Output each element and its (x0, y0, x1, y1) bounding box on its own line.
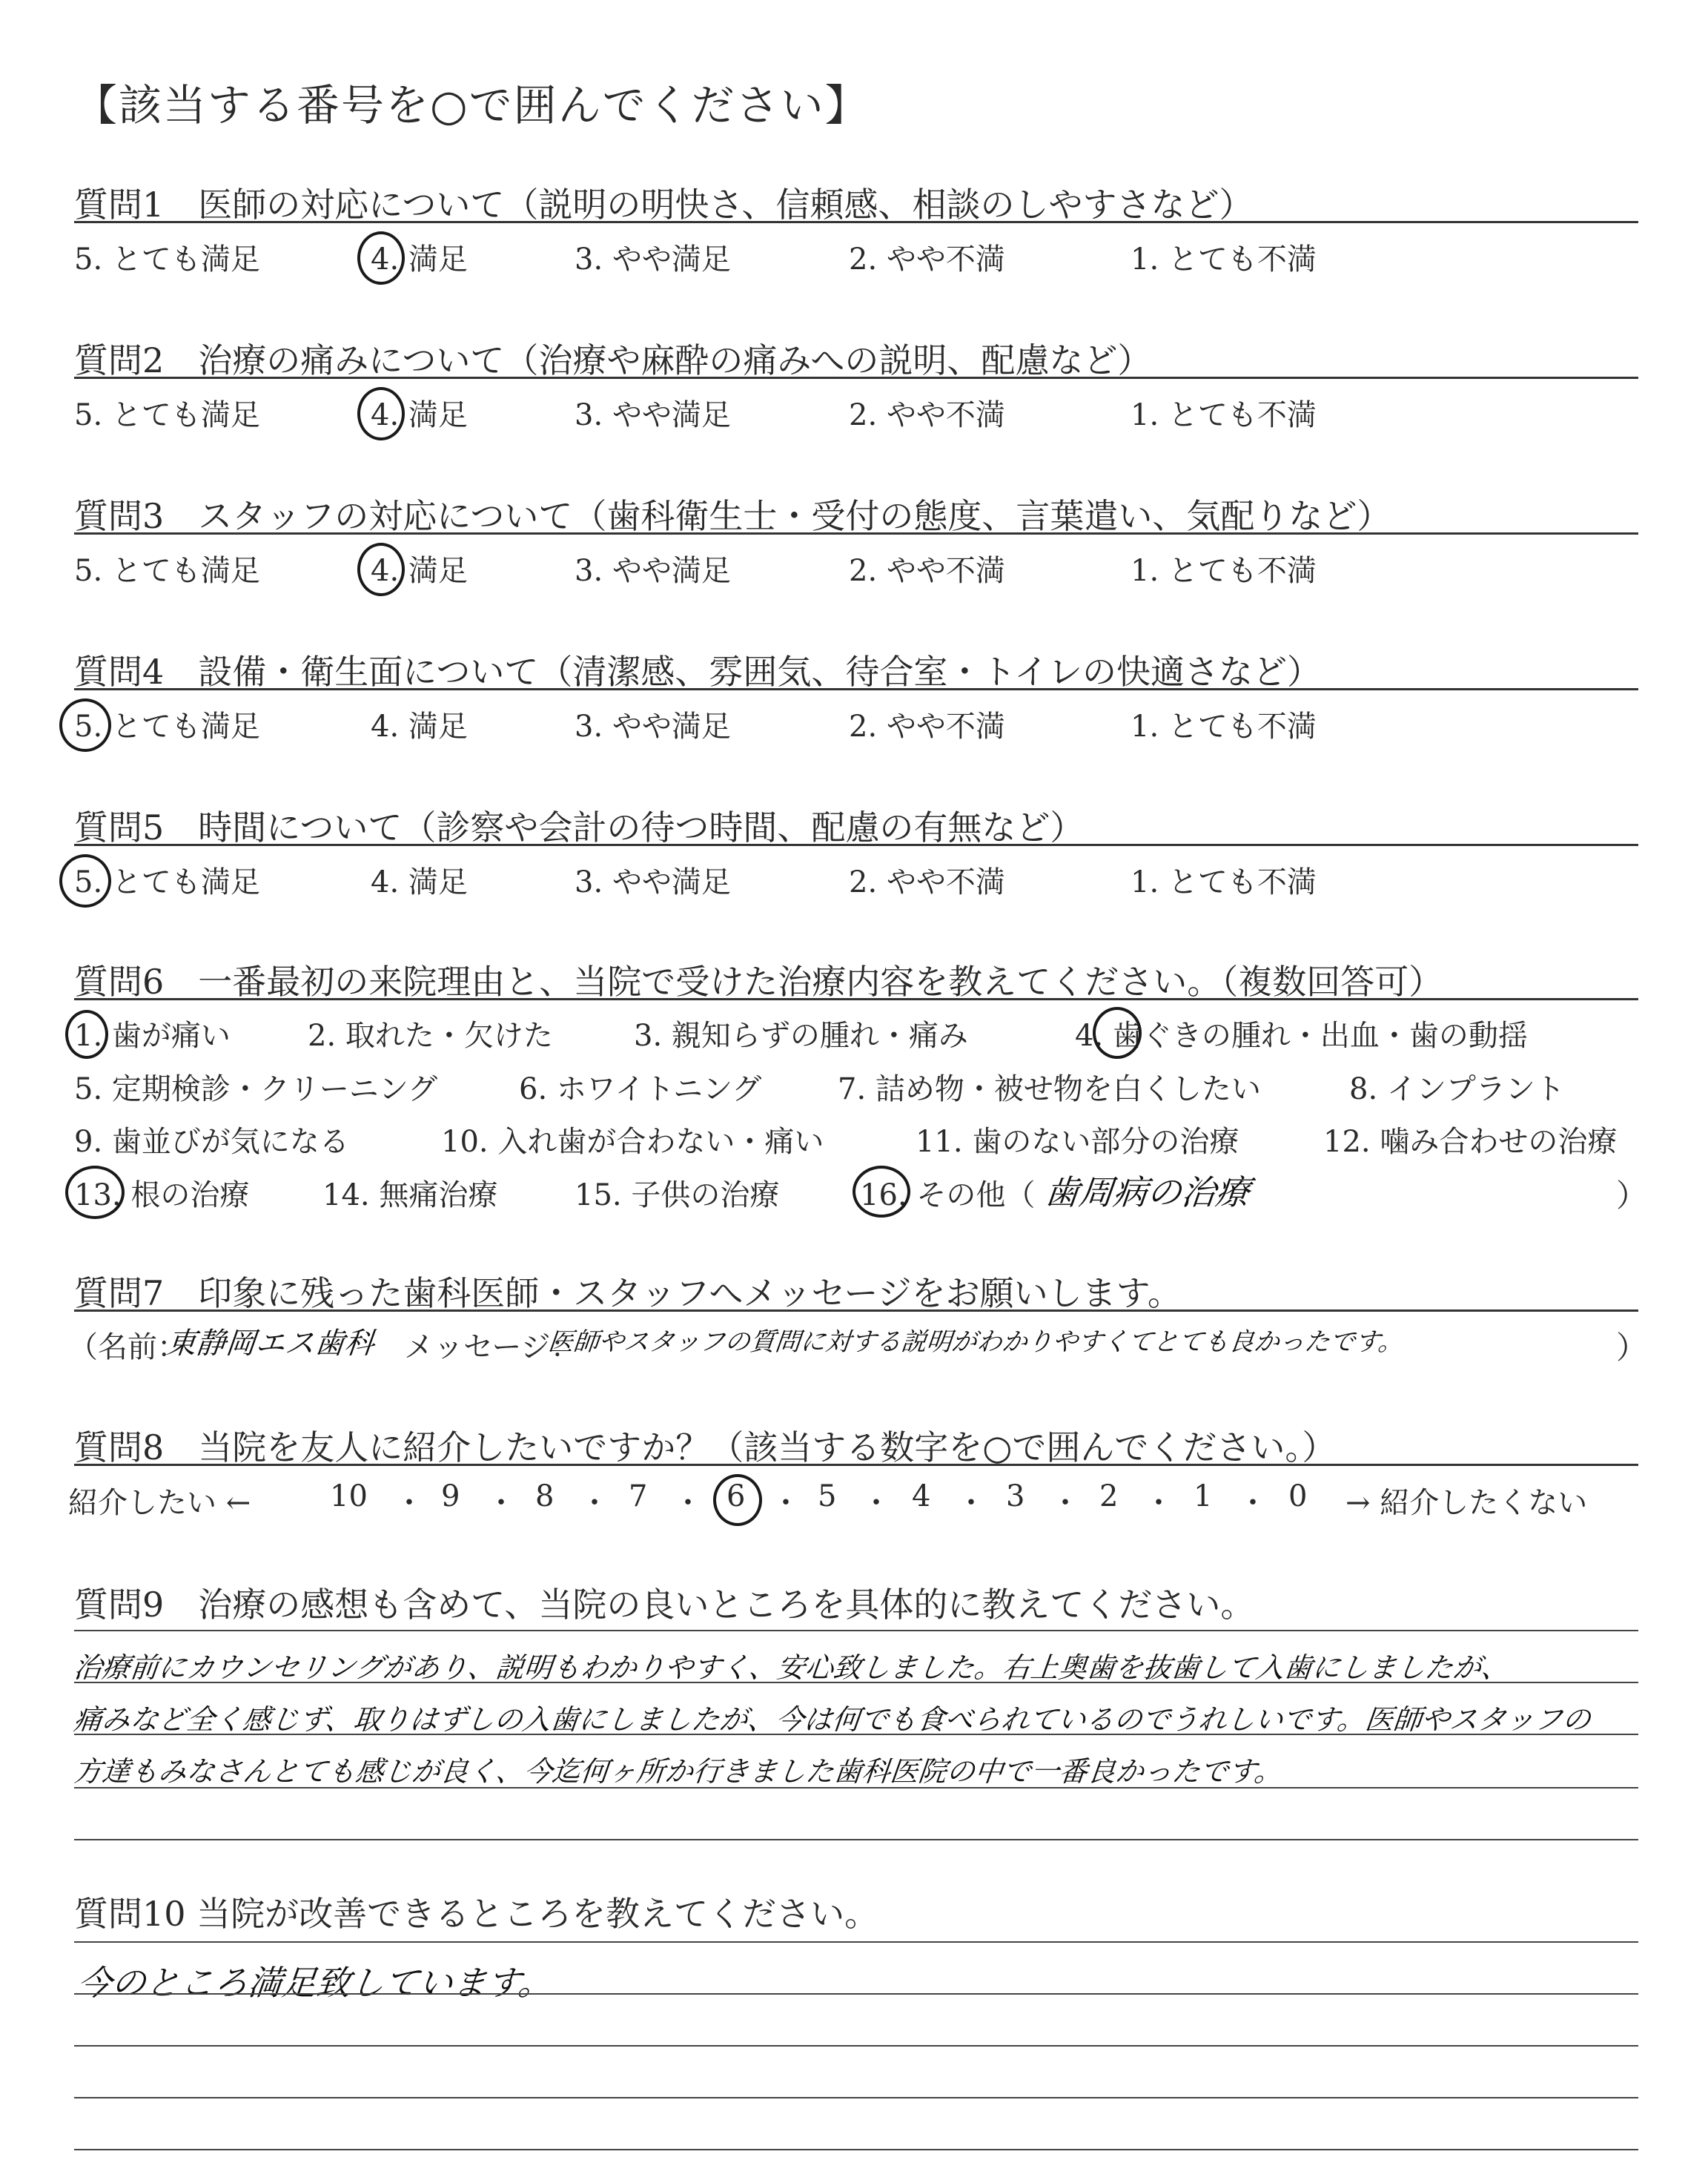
q4-selection-circle (59, 698, 111, 752)
q6-selection-circle-16 (853, 1166, 910, 1218)
q8-scale-3[interactable]: 3 (1006, 1479, 1025, 1513)
q6-option-2[interactable]: 2. 取れた・欠けた (308, 1019, 553, 1053)
q10-title: 質問10 当院が改善できるところを教えてください。 (74, 1894, 879, 1934)
q8-dot: ・ (394, 1486, 424, 1520)
q1-option-1[interactable]: 1. とても不満 (1131, 242, 1317, 277)
q6-selection-circle-13 (65, 1166, 125, 1219)
q10-writing-line (74, 2045, 1638, 2047)
q6-option-1[interactable]: 1. 歯が痛い (74, 1019, 231, 1053)
q3-option-5[interactable]: 5. とても満足 (74, 554, 260, 588)
q6-underline (74, 998, 1638, 1000)
q2-option-5[interactable]: 5. とても満足 (74, 398, 260, 432)
q5-option-1[interactable]: 1. とても不満 (1131, 865, 1317, 899)
q1-selection-circle (357, 231, 405, 285)
q8-scale-2[interactable]: 2 (1099, 1479, 1119, 1513)
q6-selection-circle-4 (1093, 1007, 1142, 1059)
q8-dot: ・ (580, 1486, 609, 1520)
q6-title: 質問6 一番最初の来院理由と、当院で受けた治療内容を教えてください。（複数回答可） (74, 962, 1443, 1002)
q8-dot: ・ (956, 1486, 986, 1520)
q8-dot: ・ (1144, 1486, 1174, 1520)
q4-title: 質問4 設備・衛生面について（清潔感、雰囲気、待合室・トイレの快適さなど） (74, 652, 1322, 692)
q6-option-14[interactable]: 14. 無痛治療 (322, 1178, 498, 1212)
q3-option-3[interactable]: 3. やや満足 (575, 554, 731, 588)
q8-scale-7[interactable]: 7 (629, 1479, 648, 1513)
q7-message-label: メッセージ： (404, 1330, 580, 1364)
q5-option-2[interactable]: 2. やや不満 (849, 865, 1005, 899)
q3-option-1[interactable]: 1. とても不満 (1131, 554, 1317, 588)
q9-writing-line (74, 1734, 1638, 1735)
q8-scale-1[interactable]: 1 (1194, 1479, 1213, 1513)
q5-option-4[interactable]: 4. 満足 (371, 865, 468, 899)
q9-writing-line (74, 1682, 1638, 1683)
q4-option-5[interactable]: 5. とても満足 (74, 710, 260, 744)
q6-option-9[interactable]: 9. 歯並びが気になる (74, 1125, 349, 1159)
q2-title: 質問2 治療の痛みについて（治療や麻酔の痛みへの説明、配慮など） (74, 340, 1152, 380)
q9-writing-line (74, 1787, 1638, 1789)
q8-scale-4[interactable]: 4 (912, 1479, 931, 1513)
q5-option-5[interactable]: 5. とても満足 (74, 865, 260, 899)
q5-title: 質問5 時間について（診察や会計の待つ時間、配慮の有無など） (74, 807, 1085, 848)
q9-line-top (74, 1630, 1638, 1631)
q10-line-top (74, 1941, 1638, 1943)
q9-handwritten-line-1[interactable]: 治療前にカウンセリングがあり、説明もわかりやすく、安心致しました。右上奥歯を抜歯して入歯にしましたが、 (72, 1651, 1512, 1684)
q6-option-8[interactable]: 8. インプラント (1349, 1072, 1565, 1106)
q7-message-handwritten[interactable]: 医師やスタッフの質問に対する説明がわかりやすくてとても良かったです。 (546, 1327, 1406, 1357)
q7-title: 質問7 印象に残った歯科医師・スタッフへメッセージをお願いします。 (74, 1273, 1182, 1313)
q1-option-4[interactable]: 4. 満足 (371, 242, 468, 277)
q9-handwritten-line-2[interactable]: 痛みなど全く感じず、取りはずしの入歯にしましたが、今は何でも食べられているのでうれしいです。医師やスタッフの (72, 1703, 1592, 1736)
q10-writing-line (74, 2149, 1638, 2150)
q1-title: 質問1 医師の対応について（説明の明快さ、信頼感、相談のしやすさなど） (74, 185, 1254, 225)
q8-right-label: → 紹介したくない (1345, 1486, 1588, 1520)
q6-option-4[interactable]: 4. 歯ぐきの腫れ・出血・歯の動揺 (1075, 1019, 1528, 1053)
q6-option-5[interactable]: 5. 定期検診・クリーニング (74, 1072, 438, 1106)
q8-dot: ・ (861, 1486, 891, 1520)
q6-option-11[interactable]: 11. 歯のない部分の治療 (916, 1125, 1239, 1159)
q10-writing-line (74, 1993, 1638, 1995)
q2-option-4[interactable]: 4. 満足 (371, 398, 468, 432)
q8-scale-5[interactable]: 5 (818, 1479, 837, 1513)
q3-underline (74, 532, 1638, 535)
q9-handwritten-line-3[interactable]: 方達もみなさんとても感じが良く、今迄何ヶ所か行きました歯科医院の中で一番良かったです。 (72, 1755, 1285, 1788)
q4-option-2[interactable]: 2. やや不満 (849, 710, 1005, 744)
q4-underline (74, 688, 1638, 690)
q1-underline (74, 221, 1638, 223)
q9-title: 質問9 治療の感想も含めて、当院の良いところを具体的に教えてください。 (74, 1585, 1255, 1625)
q8-selection-circle (713, 1474, 762, 1526)
q2-option-1[interactable]: 1. とても不満 (1131, 398, 1317, 432)
q3-title: 質問3 スタッフの対応について（歯科衛生士・受付の態度、言葉遣い、気配りなど） (74, 496, 1391, 536)
q8-dot: ・ (486, 1486, 516, 1520)
q4-option-1[interactable]: 1. とても不満 (1131, 710, 1317, 744)
q1-option-2[interactable]: 2. やや不満 (849, 242, 1005, 277)
q6-option-6[interactable]: 6. ホワイトニング (519, 1072, 762, 1106)
q8-title: 質問8 当院を友人に紹介したいですか？（該当する数字を○で囲んでください。） (74, 1427, 1337, 1467)
q9-writing-line (74, 1839, 1638, 1840)
q8-underline (74, 1464, 1638, 1466)
q10-handwritten-line-1[interactable]: 今のところ満足致しています。 (75, 1963, 555, 2003)
q6-other-close-paren: ） (1616, 1178, 1648, 1214)
q8-dot: ・ (1238, 1486, 1268, 1520)
q8-dot: ・ (673, 1486, 703, 1520)
q1-option-5[interactable]: 5. とても満足 (74, 242, 260, 277)
q5-underline (74, 844, 1638, 846)
q2-underline (74, 377, 1638, 379)
q5-option-3[interactable]: 3. やや満足 (575, 865, 731, 899)
q2-option-3[interactable]: 3. やや満足 (575, 398, 731, 432)
q6-option-16[interactable]: 16. その他（ (860, 1178, 1036, 1212)
q7-underline (74, 1309, 1638, 1312)
q6-selection-circle-1 (65, 1010, 108, 1059)
q3-option-2[interactable]: 2. やや不満 (849, 554, 1005, 588)
q5-selection-circle (59, 854, 111, 908)
q6-option-12[interactable]: 12. 噛み合わせの治療 (1323, 1125, 1618, 1159)
q2-selection-circle (357, 387, 405, 440)
q6-option-10[interactable]: 10. 入れ歯が合わない・痛い (441, 1125, 824, 1159)
q8-dot: ・ (771, 1486, 801, 1520)
q6-option-7[interactable]: 7. 詰め物・被せ物を白くしたい (838, 1072, 1261, 1106)
q7-name-label: （名前： (68, 1330, 187, 1364)
q8-scale-9[interactable]: 9 (441, 1479, 460, 1513)
q8-scale-0[interactable]: 0 (1288, 1479, 1308, 1513)
q8-left-label: 紹介したい ← (68, 1486, 251, 1520)
q3-selection-circle (357, 543, 405, 596)
q7-close-paren: ） (1616, 1330, 1648, 1366)
q8-scale-10[interactable]: 10 (330, 1479, 368, 1513)
q7-name-handwritten[interactable]: 東静岡エス歯科 (165, 1327, 377, 1361)
q6-other-handwritten[interactable]: 歯周病の治療 (1042, 1172, 1252, 1212)
q6-option-13[interactable]: 13. 根の治療 (74, 1178, 250, 1212)
page-header: 【該当する番号を○で囲んでください】 (74, 80, 870, 131)
q2-option-2[interactable]: 2. やや不満 (849, 398, 1005, 432)
q8-scale-8[interactable]: 8 (535, 1479, 555, 1513)
q4-option-3[interactable]: 3. やや満足 (575, 710, 731, 744)
q8-dot: ・ (1050, 1486, 1080, 1520)
q4-option-4[interactable]: 4. 満足 (371, 710, 468, 744)
q8-scale-6[interactable]: 6 (726, 1479, 746, 1513)
q10-writing-line (74, 2097, 1638, 2098)
q6-option-15[interactable]: 15. 子供の治療 (575, 1178, 780, 1212)
q6-option-3[interactable]: 3. 親知らずの腫れ・痛み (634, 1019, 968, 1053)
q3-option-4[interactable]: 4. 満足 (371, 554, 468, 588)
q1-option-3[interactable]: 3. やや満足 (575, 242, 731, 277)
